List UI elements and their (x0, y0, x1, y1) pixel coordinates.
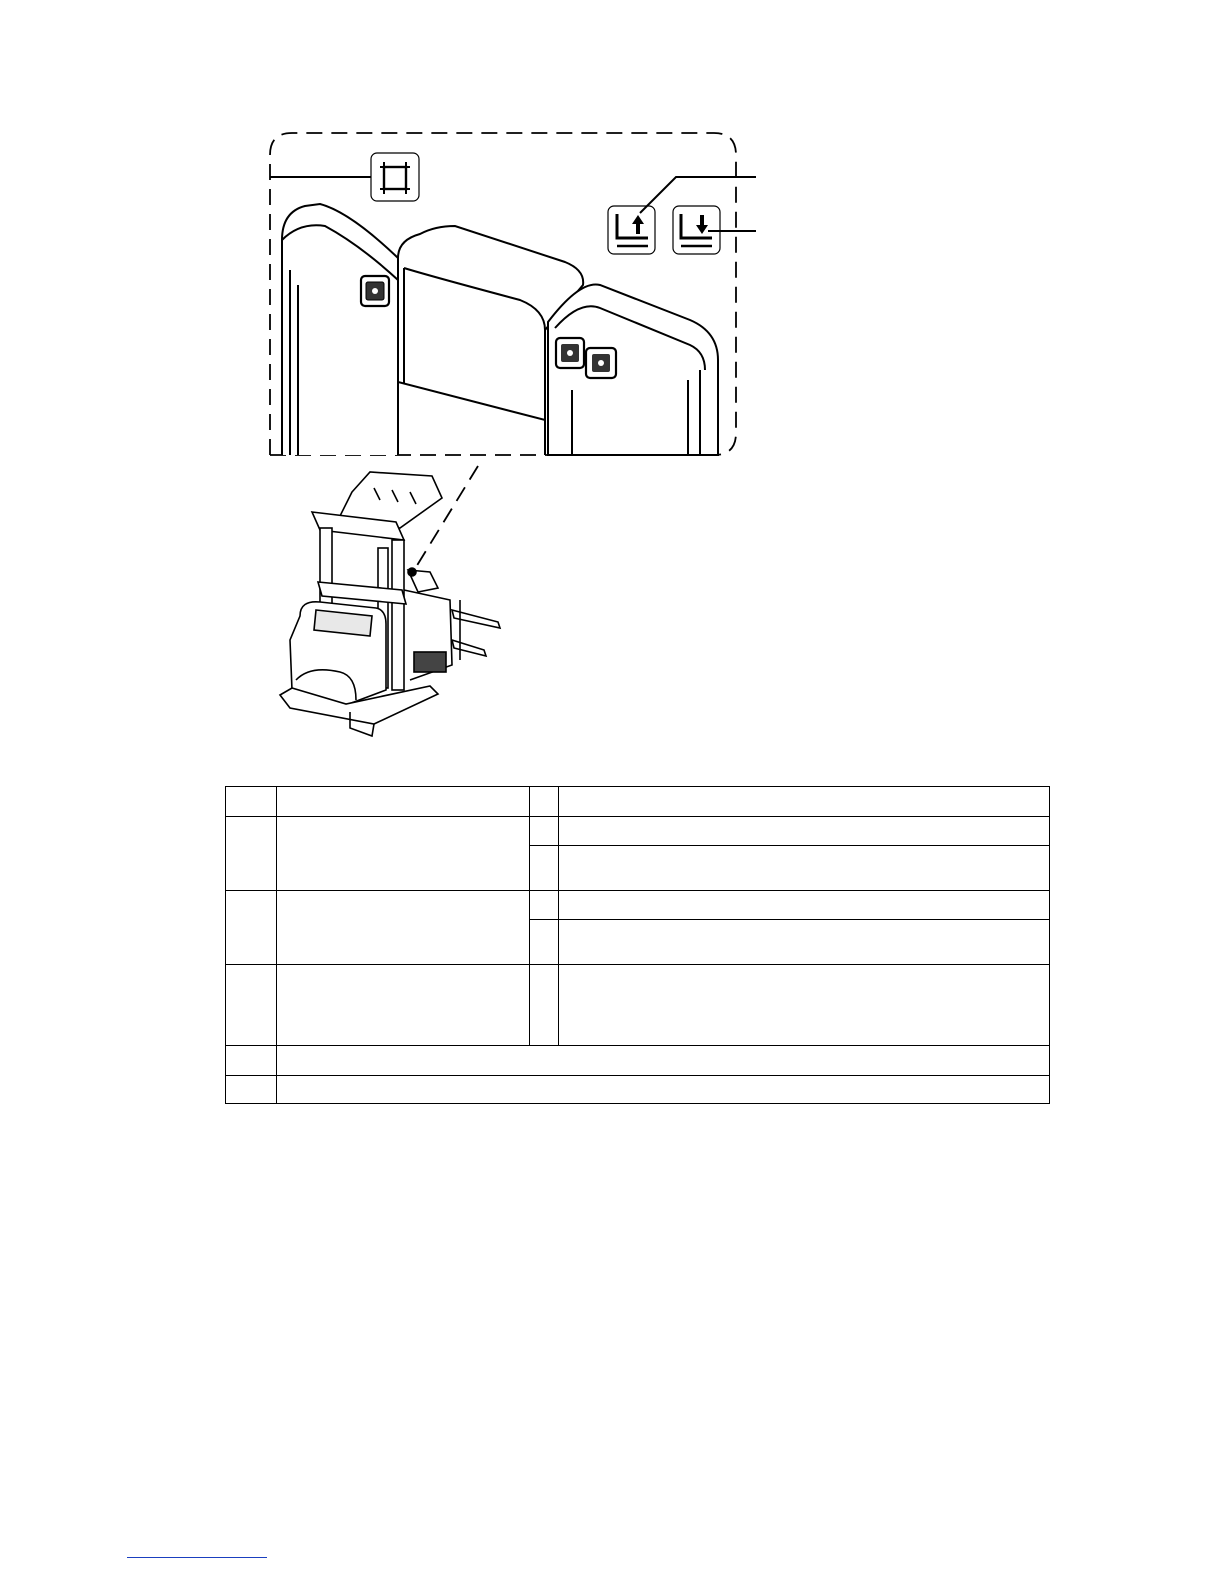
table-cell (530, 787, 559, 817)
lift-up-icon (608, 206, 655, 254)
table-cell (530, 891, 559, 920)
table-cell (530, 846, 559, 891)
table-cell (226, 787, 277, 817)
table-cell (558, 891, 1049, 920)
table-cell (277, 817, 530, 891)
table-cell (226, 965, 277, 1046)
order-picker-truck (280, 472, 500, 736)
auxiliary-function-frame-icon (371, 153, 419, 201)
table-cell (530, 965, 559, 1046)
right-housing (548, 284, 718, 455)
key-table (225, 786, 1050, 1104)
table-cell (530, 817, 559, 846)
table-cell (558, 920, 1049, 965)
left-housing (282, 204, 398, 455)
truck-controls-figure (0, 0, 1224, 760)
table-cell (226, 1046, 277, 1076)
table-cell (277, 787, 530, 817)
table-cell (558, 817, 1049, 846)
table-cell (277, 1046, 1050, 1076)
table-row (226, 817, 1050, 846)
table-cell (277, 1076, 1050, 1104)
table-cell (558, 787, 1049, 817)
table-row (226, 891, 1050, 920)
table-cell (226, 1076, 277, 1104)
table-row (226, 787, 1050, 817)
table-cell (277, 891, 530, 965)
table-cell (558, 846, 1049, 891)
table-cell (226, 817, 277, 891)
left-housing-button (361, 276, 389, 306)
table-cell (277, 965, 530, 1046)
table-cell (530, 920, 559, 965)
table-row (226, 965, 1050, 1046)
footer-rule (127, 1557, 267, 1558)
table-row (226, 1046, 1050, 1076)
table-row (226, 1076, 1050, 1104)
table-cell (558, 965, 1049, 1046)
table-cell (226, 891, 277, 965)
